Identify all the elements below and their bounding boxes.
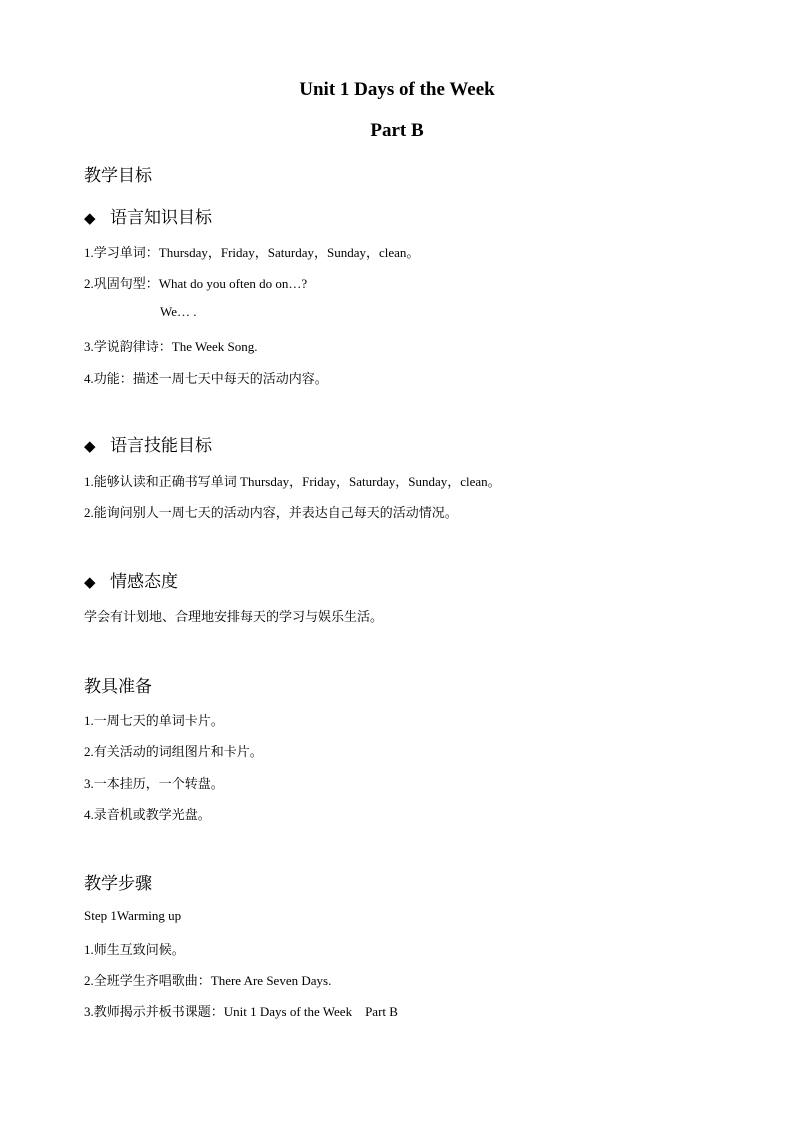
text-line: 4.录音机或教学光盘。 — [84, 807, 211, 822]
subsection-heading-language-skills — [84, 431, 212, 456]
subsection-heading-text: 语言技能目标 — [110, 436, 212, 456]
text-line: 1.能够认读和正确书写单词 Thursday，Friday，Saturday，Sunday，clean。 — [84, 474, 501, 489]
text-line: 3.教师揭示并板书课题：Unit 1 Days of the Week Part B — [84, 1004, 398, 1019]
subsection-heading-text: 语言知识目标 — [110, 208, 212, 228]
diamond-bullet-icon: ◆ — [84, 437, 96, 455]
diamond-bullet-icon: ◆ — [84, 573, 96, 591]
diamond-bullet-icon: ◆ — [84, 209, 96, 227]
text-line: 3.学说韵律诗：The Week Song. — [84, 339, 258, 354]
document-subtitle: Part B — [370, 120, 424, 141]
text-line: Step 1Warming up — [84, 908, 182, 923]
subsection-heading-language-knowledge — [84, 203, 212, 228]
text-line: 2.巩固句型：What do you often do on…? — [84, 276, 308, 291]
text-line: 1.学习单词：Thursday，Friday，Saturday，Sunday，clean。 — [84, 245, 420, 260]
section-heading-steps: 教学步骤 — [84, 874, 152, 894]
text-line: 3.一本挂历，一个转盘。 — [84, 776, 224, 791]
text-line: 4.功能：描述一周七天中每天的活动内容。 — [84, 371, 328, 386]
text-line: 2.全班学生齐唱歌曲：There Are Seven Days. — [84, 973, 332, 988]
document-title: Unit 1 Days of the Week — [299, 79, 495, 100]
text-line: 1.一周七天的单词卡片。 — [84, 713, 224, 728]
section-heading-objectives: 教学目标 — [84, 166, 152, 186]
subsection-heading-attitude — [84, 567, 178, 592]
section-heading-materials: 教具准备 — [84, 677, 152, 697]
text-line: 2.能询问别人一周七天的活动内容，并表达自己每天的活动情况。 — [84, 505, 458, 520]
subsection-heading-text: 情感态度 — [110, 572, 178, 592]
text-line: We… . — [160, 304, 197, 319]
text-line: 2.有关活动的词组图片和卡片。 — [84, 744, 263, 759]
text-line: 1.师生互致问候。 — [84, 942, 185, 957]
text-line: 学会有计划地、合理地安排每天的学习与娱乐生活。 — [84, 609, 384, 624]
